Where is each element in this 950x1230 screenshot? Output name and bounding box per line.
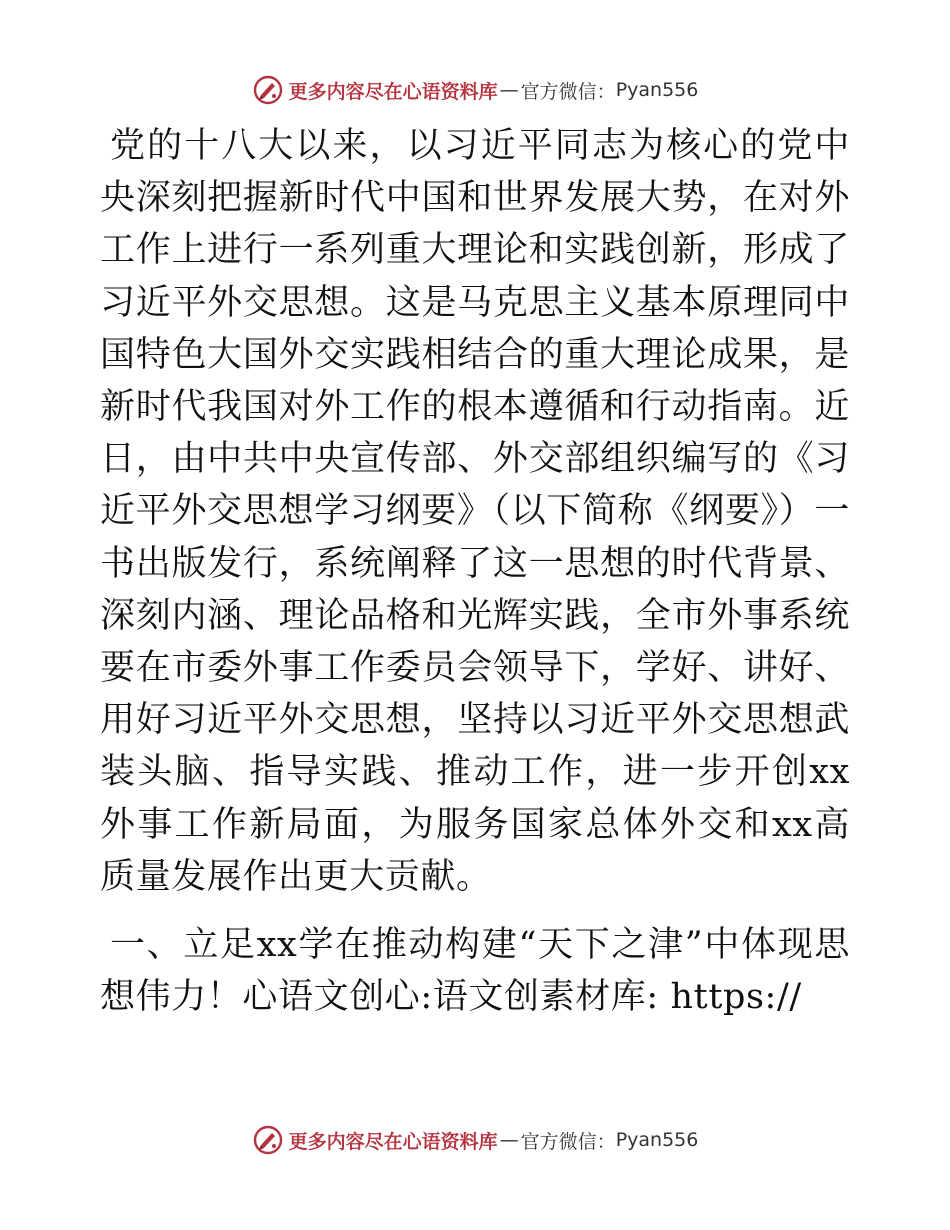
brand-logo-icon	[252, 1124, 284, 1156]
document-body	[100, 120, 850, 1023]
banner-wechat-label: 官方微信：	[520, 1130, 616, 1153]
banner-dash: —	[499, 79, 519, 101]
body-paragraph: 党的十八大以来，以习近平同志为核心的党中央深刻把握新时代中国和世界发展大势，在对外工作上进行一系列重大理论和实践创新，形成了习近平外交思想。这是马克思主义基本原理同中国特色大国外交实践相结合的重大理论成果，是新时代我国对外工作的根本遵循和行动指南。近日，由中共中央宣传部、外交部组织编写的《习近平外交思想学习纲要》（以下简称《纲要》）一书出版发行，系统阐释了这一思想的时代背景、深刻内涵、理论品格和光辉实践，全市外事系统要在市委外事工作委员会领导下，学好、讲好、用好习近平外交思想，坚持以习近平外交思想武装头脑、指导实践、推动工作，进一步开创xx外事工作新局面，为服务国家总体外交和xx高质量发展作出更大贡献。	[100, 126, 850, 897]
banner-wechat-id: Pyan556	[615, 79, 699, 101]
header-banner	[0, 72, 950, 108]
section-heading-paragraph: 一、立足xx学在推动构建“天下之津”中体现思想伟力！心语文创心:语文创素材库: https://	[100, 925, 850, 1018]
banner-dash: —	[499, 1129, 519, 1151]
banner-wechat-id: Pyan556	[615, 1129, 699, 1151]
brand-logo-icon	[252, 74, 284, 106]
footer-banner	[0, 1122, 950, 1158]
banner-site-text: 更多内容尽在心语资料库	[288, 1130, 498, 1153]
banner-wechat-label: 官方微信：	[520, 80, 616, 103]
banner-site-text: 更多内容尽在心语资料库	[288, 80, 498, 103]
